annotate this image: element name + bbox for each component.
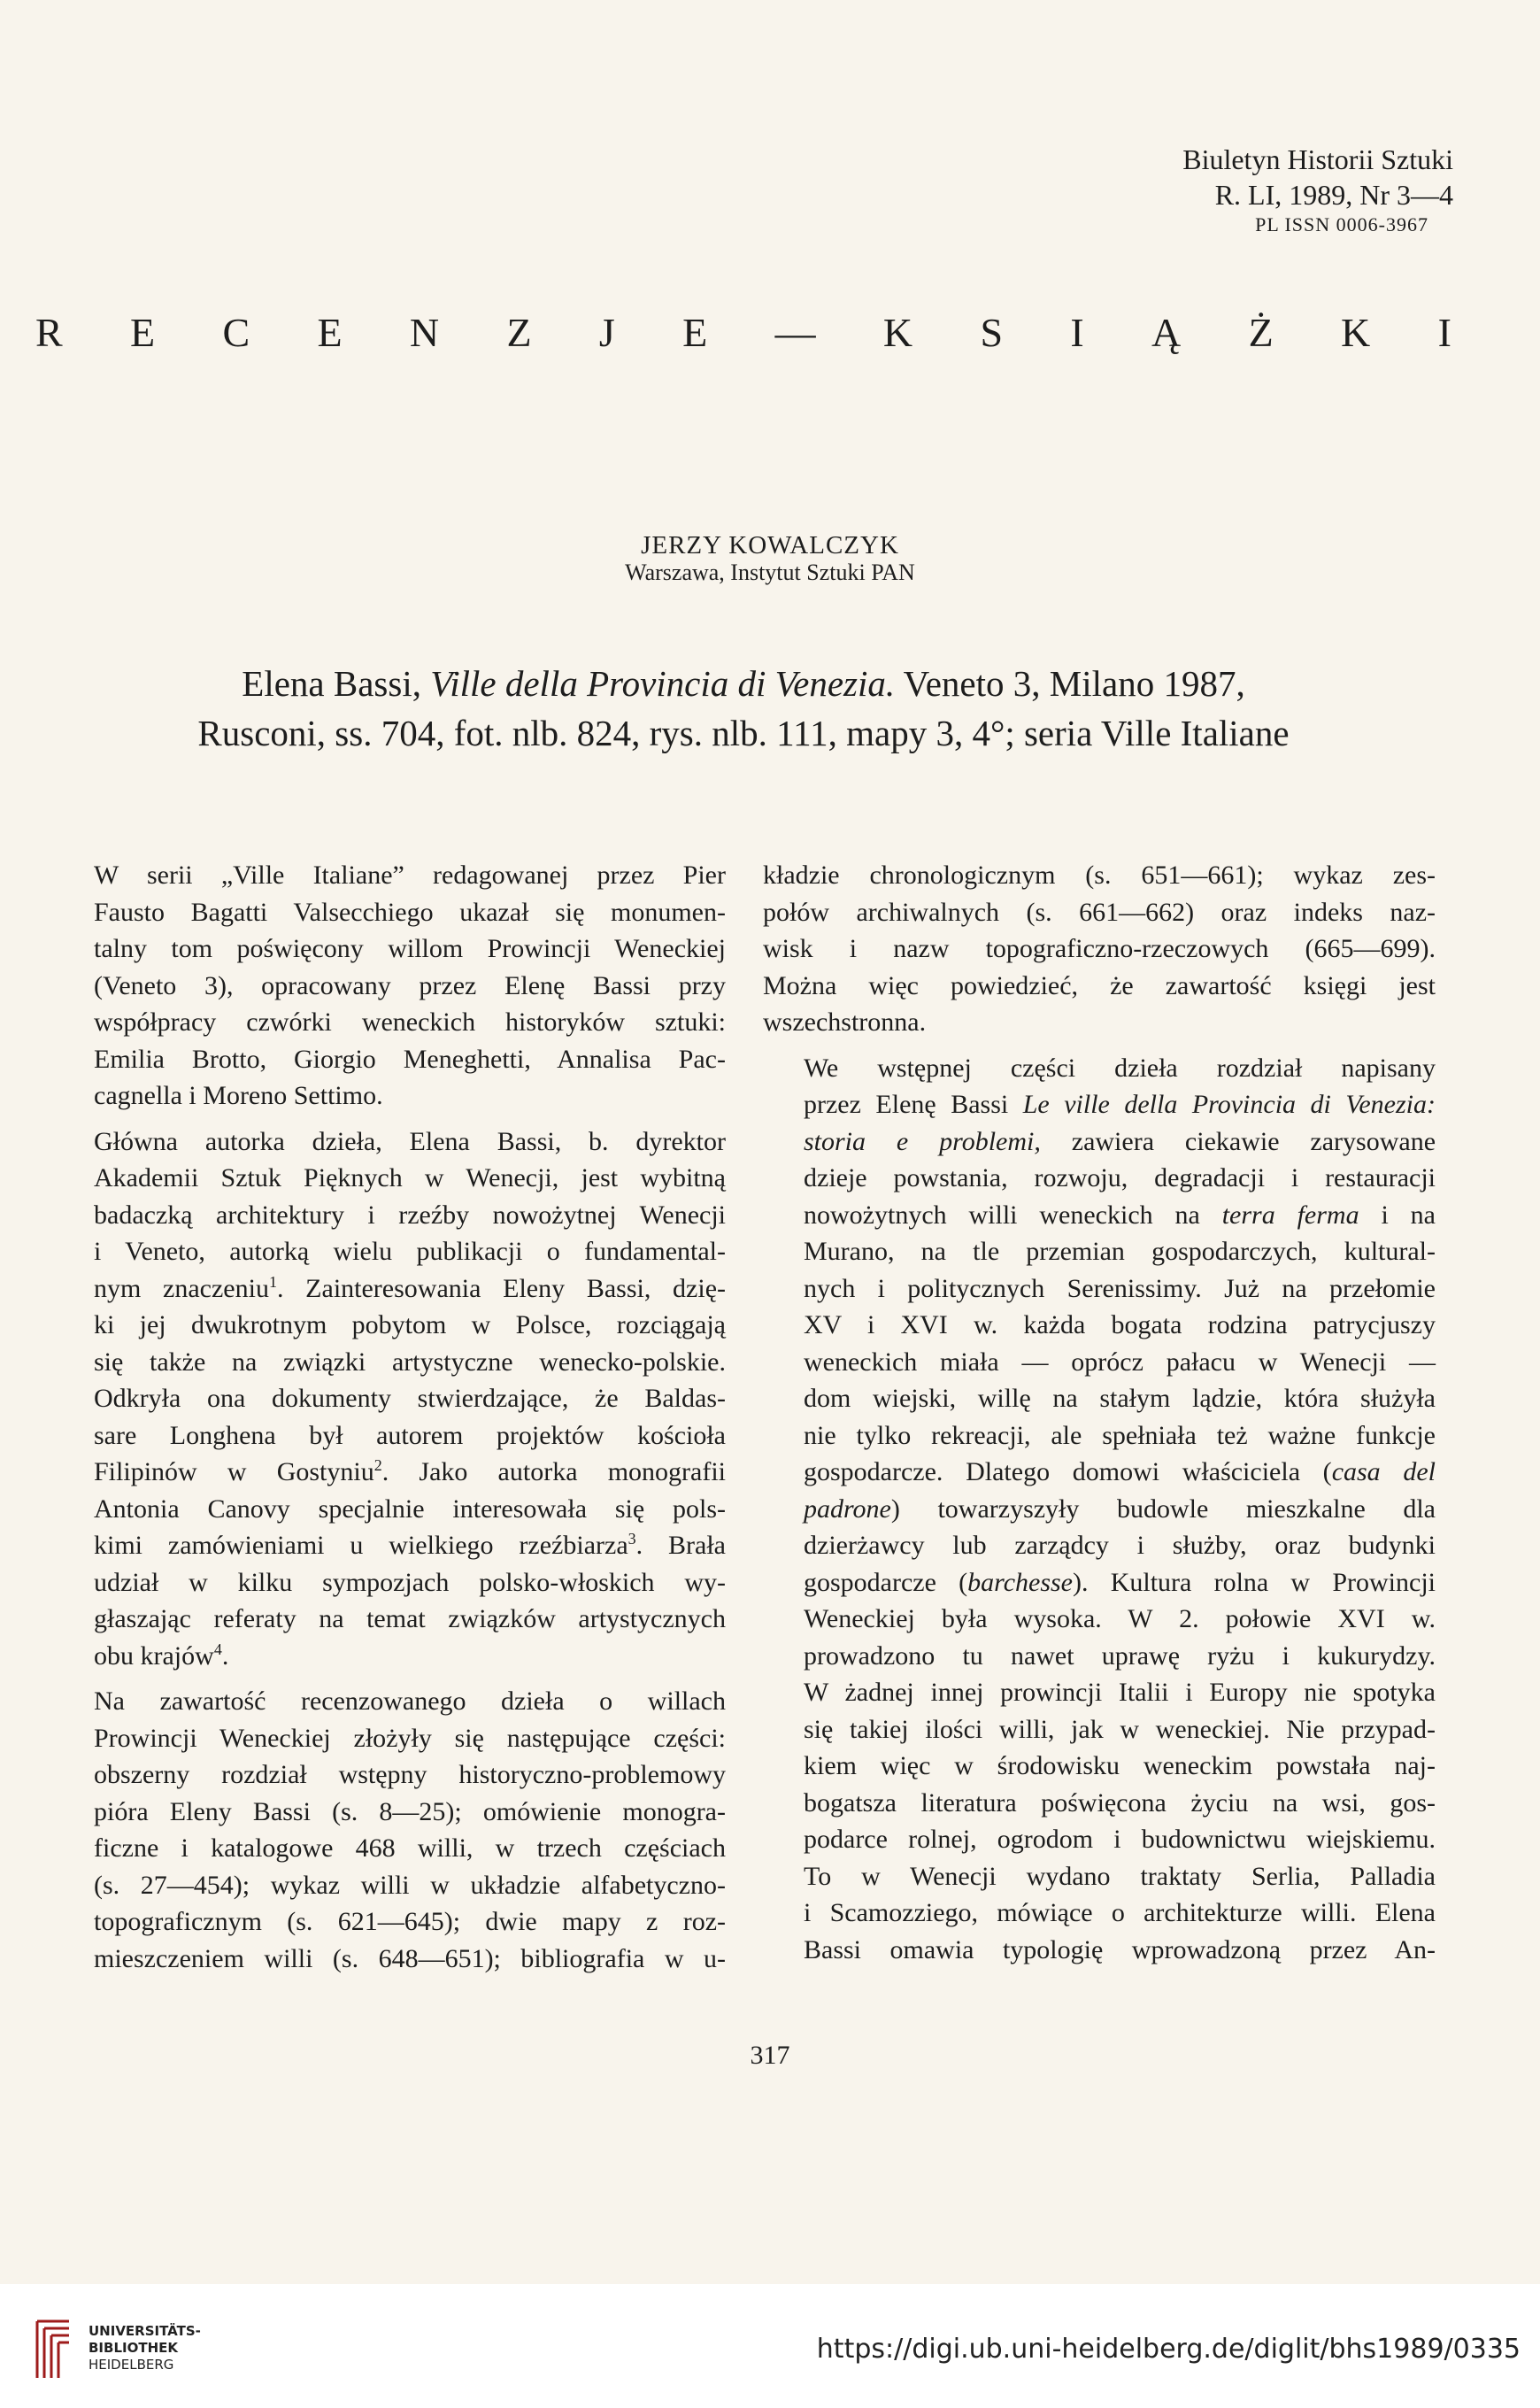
section-title-letter: R (35, 310, 63, 355)
text-line: Prowincji Weneckiej złożyły się następujące części: (94, 1723, 726, 1753)
section-title-letter: K (1341, 310, 1371, 355)
paragraph (53, 857, 726, 1115)
library-name-line: UNIVERSITÄTS- (89, 2323, 201, 2339)
author-affiliation: Warszawa, Instytut Sztuki PAN (625, 560, 915, 585)
section-title-letter: C (222, 310, 250, 355)
text-fragment: nym znaczeniu (94, 1273, 269, 1303)
article-author (0, 531, 1540, 586)
book-reference-line-1 (35, 659, 1451, 708)
section-title-letter: E (317, 310, 343, 355)
section-title-letter: E (130, 310, 156, 355)
book-author: Elena Bassi, (242, 663, 421, 704)
text-line: nie tylko rekreacji, ale spełniała też ważne funkcje (804, 1420, 1436, 1450)
text-line: Bassi omawia typologię wprowadzoną przez An- (804, 1934, 1436, 1964)
text-line: prowadzono tu nawet uprawę ryżu i kukurydzy. (804, 1640, 1436, 1671)
footnote-ref-4: 4 (213, 1640, 222, 1658)
footnote-ref-1: 1 (268, 1272, 277, 1291)
text-line: XV i XVI w. każda bogata rodzina patrycjuszy (804, 1310, 1436, 1339)
text-line: kładzie chronologicznym (s. 651—661); wykaz zes- (763, 861, 1436, 890)
text-line: weneckich miała — oprócz pałacu w Wenecji — (804, 1347, 1436, 1377)
footnote-ref-3: 3 (628, 1530, 636, 1547)
footnote-ref-2: 2 (373, 1456, 382, 1474)
text-line: W żadnej innej prowincji Italii i Europy nie spotyka (804, 1678, 1436, 1707)
library-name (89, 2323, 201, 2373)
library-logo-icon (28, 2314, 81, 2385)
text-line (763, 1123, 1436, 1161)
text-line: Akademii Sztuk Pięknych w Wenecji, jest wybitną (94, 1163, 726, 1192)
paragraph (763, 857, 1436, 1041)
book-reference-line-2: Rusconi, ss. 704, fot. nlb. 824, rys. nlb. 111, mapy 3, 4°; seria Ville Italiane (197, 713, 1290, 753)
text-line (763, 1491, 1436, 1528)
text-line: Murano, na tle przemian gospodarczych, kultural- (804, 1237, 1436, 1266)
section-title-letter: I (1437, 310, 1451, 355)
text-line: ficzne i katalogowe 468 willi, w trzech częściach (94, 1833, 726, 1863)
text-fragment: gospodarcze. Dlatego domowi właściciela ( (804, 1457, 1332, 1486)
section-title-letter: Z (506, 310, 532, 355)
section-title-letter: J (598, 310, 615, 355)
text-fragment: i na (1381, 1200, 1436, 1230)
text-line (763, 1454, 1436, 1491)
section-title-letter: Ą (1151, 310, 1182, 355)
text-fragment: . Jako autorka monografii (381, 1457, 726, 1486)
text-line: pióra Eleny Bassi (s. 8—25); omówienie monogra- (94, 1796, 726, 1826)
book-title: Ville della Provincia di Venezia. (430, 663, 896, 704)
journal-volume: R. LI, 1989, Nr 3—4 (1214, 179, 1453, 211)
left-column (53, 857, 726, 1977)
viewer-footer (0, 2284, 1540, 2408)
italic-title: storia e problemi, (804, 1126, 1041, 1156)
text-line: głaszając referaty na temat związków artystycznych (94, 1604, 726, 1633)
text-line: mieszczeniem willi (s. 648—651); bibliografia w u- (94, 1943, 726, 1973)
text-line: dom wiejski, willę na stałym lądzie, która służyła (804, 1384, 1436, 1413)
italic-title: Le ville della Provincia di Venezia: (1022, 1090, 1436, 1119)
text-fragment: . Brała (635, 1531, 726, 1560)
text-fragment: . Zainteresowania Eleny Bassi, dzię- (276, 1273, 726, 1303)
text-line: Na zawartość recenzowanego dzieła o willach (94, 1686, 726, 1716)
text-line (763, 1564, 1436, 1601)
text-line: Główna autorka dzieła, Elena Bassi, b. dyrektor (94, 1126, 726, 1156)
text-line (763, 1197, 1436, 1234)
text-line: Emilia Brotto, Giorgio Meneghetti, Annalisa Pac- (94, 1044, 726, 1074)
text-line (763, 1086, 1436, 1123)
text-fragment: ). Kultura rolna w Prowincji (1073, 1567, 1436, 1597)
text-line: obszerny rozdział wstępny historyczno-problemowy (94, 1760, 726, 1789)
section-title (35, 308, 1451, 358)
section-title-letter: S (980, 310, 1004, 355)
section-title-letter: Ż (1248, 310, 1274, 355)
italic-term: barchesse (967, 1567, 1073, 1597)
text-line: Antonia Canovy specjalnie interesowała się pols- (94, 1493, 726, 1524)
text-fragment: zawiera ciekawie zarysowane (1071, 1126, 1436, 1156)
text-line: kiem więc w środowisku weneckim powstała naj- (804, 1751, 1436, 1780)
text-line: i Scamozziego, mówiące o architekturze willi. Elena (804, 1898, 1436, 1927)
text-line: się takiej ilości willi, jak w weneckiej. Nie przypad- (804, 1714, 1436, 1744)
text-line: topograficznym (s. 621—645); dwie mapy z roz- (94, 1907, 726, 1936)
paragraph (763, 1050, 1436, 1969)
text-fragment: . (221, 1640, 229, 1671)
italic-term: terra ferma (1221, 1200, 1359, 1230)
paragraph (53, 1683, 726, 1977)
section-title-letter: E (682, 310, 708, 355)
text-line: dzierżawcy lub zarządcy i służby, oraz budynki (804, 1531, 1436, 1560)
text-line: Fausto Bagatti Valsecchiego ukazał się monumen- (94, 897, 726, 927)
text-line: badaczką architektury i rzeźby nowożytnej Wenecji (94, 1200, 726, 1230)
text-fragment: gospodarcze ( (804, 1567, 968, 1597)
text-line: We wstępnej części dzieła rozdział napisany (804, 1053, 1436, 1083)
text-line: bogatsza literatura poświęcona życiu na wsi, gos- (804, 1787, 1436, 1818)
text-line: wisk i nazw topograficzno-rzeczowych (665—699). (763, 934, 1436, 963)
journal-title: Biuletyn Historii Sztuki (1182, 143, 1453, 175)
text-line: i Veneto, autorką wielu publikacji o fundamental- (94, 1237, 726, 1266)
text-line: sare Longhena był autorem projektów kościoła (94, 1420, 726, 1450)
author-name: JERZY KOWALCZYK (641, 531, 899, 560)
text-line: W serii „Ville Italiane” redagowanej przez Pier (94, 861, 726, 890)
book-reference (35, 659, 1451, 758)
text-line: podarce rolnej, ogrodom i budownictwu wiejskiemu. (804, 1825, 1436, 1854)
text-line: połów archiwalnych (s. 661—662) oraz indeks naz- (763, 897, 1436, 927)
text-line: ki jej dwukrotnym pobytom w Polsce, rozciągają (94, 1310, 726, 1339)
text-line: talny tom poświęcony willom Prowincji Weneckiej (94, 934, 726, 963)
library-name-line: BIBLIOTHEK (89, 2340, 178, 2356)
text-line: wszechstronna. (763, 1007, 927, 1037)
text-line: To w Wenecji wydano traktaty Serlia, Palladia (804, 1861, 1436, 1891)
text-line: Weneckiej była wysoka. W 2. połowie XVI w. (804, 1604, 1436, 1633)
section-title-dash: — (774, 310, 816, 355)
text-line (53, 1270, 726, 1308)
text-line (53, 1638, 726, 1675)
italic-term: padrone (804, 1493, 891, 1524)
text-line: (Veneto 3), opracowany przez Elenę Bassi przy (94, 970, 726, 1000)
book-series-info: Veneto 3, Milano 1987, (903, 663, 1245, 704)
text-line: dzieje powstania, rozwoju, degradacji i restauracji (804, 1163, 1436, 1192)
text-line: nych i politycznych Serenissimy. Już na przełomie (804, 1273, 1436, 1303)
text-line (53, 1527, 726, 1564)
journal-header (1182, 142, 1453, 237)
text-line: udział w kilku sympozjach polsko-włoskich wy- (94, 1567, 726, 1597)
text-fragment: kimi zamówieniami u wielkiego rzeźbiarza (94, 1531, 628, 1560)
text-line: Odkryła ona dokumenty stwierdzające, że Baldas- (94, 1384, 726, 1413)
library-name-line: HEIDELBERG (89, 2357, 174, 2373)
section-title-letter: N (409, 310, 440, 355)
text-line: się także na związki artystyczne wenecko-polskie. (94, 1347, 726, 1377)
text-fragment: nowożytnych willi weneckich na (804, 1200, 1200, 1230)
text-line: Można więc powiedzieć, że zawartość księgi jest (763, 970, 1436, 1000)
text-fragment: przez Elenę Bassi (804, 1090, 1009, 1119)
text-line (53, 1454, 726, 1491)
section-title-letter: K (882, 310, 913, 355)
right-column (763, 857, 1436, 1968)
permalink-url[interactable]: https://digi.ub.uni-heidelberg.de/diglit/bhs1989/0335 (816, 2334, 1521, 2365)
italic-term: casa del (1331, 1457, 1436, 1486)
text-fragment: obu krajów (94, 1640, 214, 1671)
text-fragment: Filipinów w Gostyniu (94, 1457, 374, 1486)
text-line: współpracy czwórki weneckich historyków sztuki: (94, 1007, 726, 1037)
text-line: (s. 27—454); wykaz willi w układzie alfabetyczno- (94, 1870, 726, 1900)
section-title-letter: I (1070, 310, 1084, 355)
page-number: 317 (750, 2041, 790, 2070)
text-fragment: ) towarzyszyły budowle mieszkalne dla (890, 1493, 1436, 1524)
paragraph (53, 1123, 726, 1675)
journal-issn: PL ISSN 0006-3967 (1255, 213, 1428, 235)
text-line: cagnella i Moreno Settimo. (94, 1081, 383, 1110)
